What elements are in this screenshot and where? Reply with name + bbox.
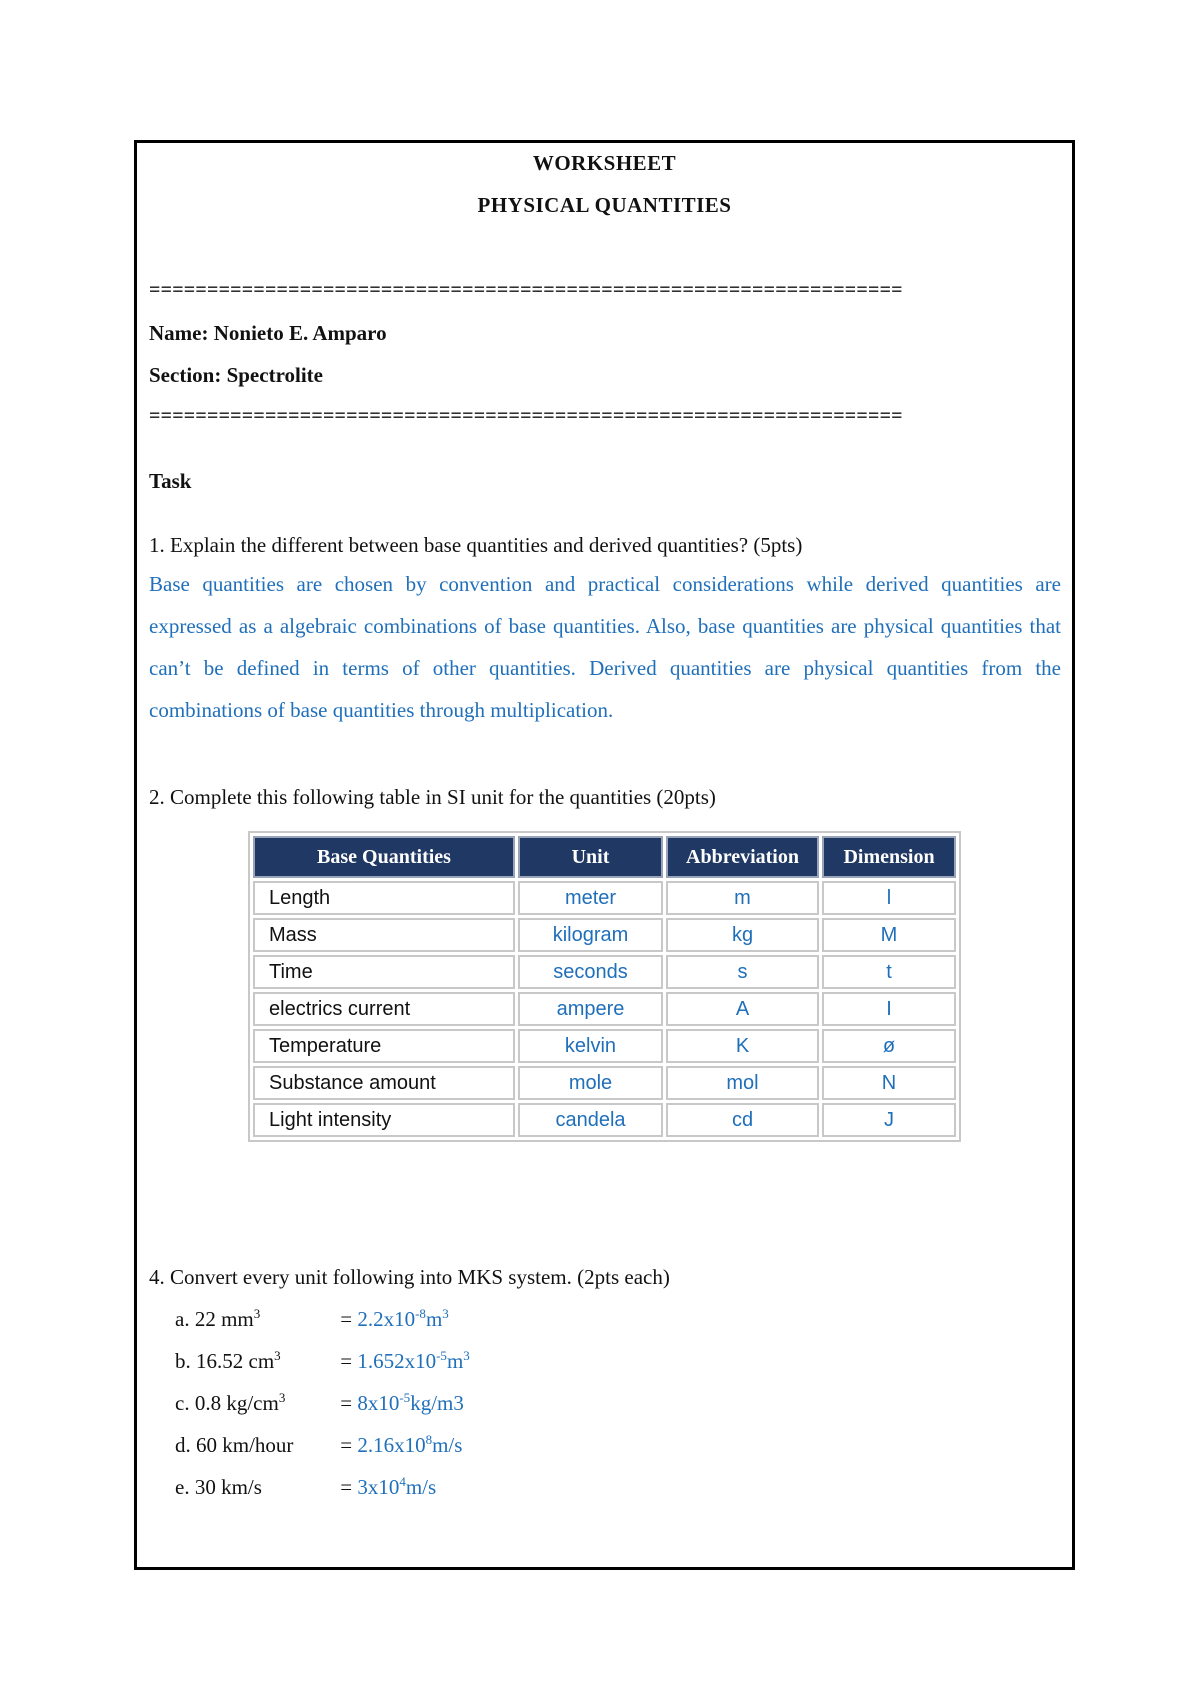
si-units-table xyxy=(248,831,961,1142)
conversion-item-e xyxy=(175,1475,436,1500)
worksheet-subtitle: PHYSICAL QUANTITIES xyxy=(477,193,732,217)
table-header-cell: Base Quantities xyxy=(253,836,515,878)
table-cell: l xyxy=(822,881,956,915)
table-cell: kelvin xyxy=(518,1029,663,1063)
answer-unit-exponent: 3 xyxy=(463,1348,470,1363)
table-row xyxy=(253,955,956,989)
conversion-question: d. 60 km/hour xyxy=(175,1433,294,1457)
task-heading: Task xyxy=(149,469,192,493)
conversion-answer xyxy=(357,1391,464,1415)
answer-mantissa: 8x10 xyxy=(357,1391,400,1415)
table-cell: mole xyxy=(518,1066,663,1100)
table-header-cell: Dimension xyxy=(822,836,956,878)
table-cell: meter xyxy=(518,881,663,915)
table-cell: candela xyxy=(518,1103,663,1137)
answer-unit: m/s xyxy=(432,1433,463,1457)
conversion-question: e. 30 km/s xyxy=(175,1475,262,1499)
table-row xyxy=(253,1103,956,1137)
conversion-item-b xyxy=(175,1349,470,1374)
student-name xyxy=(149,321,387,346)
table-cell: seconds xyxy=(518,955,663,989)
table-cell: M xyxy=(822,918,956,952)
table-header-row xyxy=(253,836,956,878)
answer-mantissa: 2.2x10 xyxy=(357,1307,416,1331)
answer-unit-exponent: 3 xyxy=(442,1306,449,1321)
conversion-question-exponent: 3 xyxy=(278,1390,286,1405)
table-row xyxy=(253,992,956,1026)
answer-mantissa: 2.16x10 xyxy=(357,1433,426,1457)
answer-exponent: -8 xyxy=(415,1306,426,1321)
table-cell: t xyxy=(822,955,956,989)
table-row xyxy=(253,881,956,915)
separator-bottom: ================================================================= xyxy=(149,405,903,427)
worksheet-frame xyxy=(134,140,1075,1570)
answer-exponent: -5 xyxy=(399,1390,411,1405)
table-cell: Length xyxy=(253,881,515,915)
table-header-cell: Abbreviation xyxy=(666,836,819,878)
answer-exponent: -5 xyxy=(436,1348,447,1363)
table-cell: s xyxy=(666,955,819,989)
question-1: 1. Explain the different between base quantities and derived quantities? (5pts) xyxy=(149,533,803,557)
equals-sign: = xyxy=(340,1433,353,1457)
answer-exponent: 8 xyxy=(425,1432,433,1447)
answer-unit: m/s xyxy=(405,1475,437,1499)
table-cell: ø xyxy=(822,1029,956,1063)
name-value: Nonieto E. Amparo xyxy=(213,321,387,345)
table-cell: I xyxy=(822,992,956,1026)
conversion-answer xyxy=(357,1349,469,1373)
table-cell: N xyxy=(822,1066,956,1100)
section-value: Spectrolite xyxy=(226,363,323,387)
conversion-item-c xyxy=(175,1391,464,1416)
conversion-item-a xyxy=(175,1307,449,1332)
table-cell: kg xyxy=(666,918,819,952)
table-cell: Substance amount xyxy=(253,1066,515,1100)
answer-1: Base quantities are chosen by convention and practical considerations while derived quantities are expressed as a algebraic combinations of base quantities. Also, base quantities are physical quantities that can’t be defined in terms of other quantities. Derived quantities are physical quantities from the combinations of base quantities through multiplication. xyxy=(149,572,1061,722)
answer-mantissa: 3x10 xyxy=(357,1475,400,1499)
equals-sign: = xyxy=(340,1475,353,1499)
table-header-cell: Unit xyxy=(518,836,663,878)
question-4: 4. Convert every unit following into MKS system. (2pts each) xyxy=(149,1265,670,1289)
conversion-question-exponent: 3 xyxy=(274,1348,281,1363)
table-cell: kilogram xyxy=(518,918,663,952)
equals-sign: = xyxy=(340,1391,353,1415)
table-cell: K xyxy=(666,1029,819,1063)
conversion-answer xyxy=(357,1475,436,1499)
table-row xyxy=(253,1066,956,1100)
table-cell: electrics current xyxy=(253,992,515,1026)
table-cell: m xyxy=(666,881,819,915)
table-cell: J xyxy=(822,1103,956,1137)
conversion-question: b. 16.52 cm xyxy=(175,1349,275,1373)
name-label: Name: xyxy=(149,321,209,345)
worksheet-title: WORKSHEET xyxy=(532,151,677,175)
table-cell: ampere xyxy=(518,992,663,1026)
conversion-answer xyxy=(357,1307,448,1331)
equals-sign: = xyxy=(340,1349,353,1373)
answer-mantissa: 1.652x10 xyxy=(357,1349,437,1373)
table-cell: cd xyxy=(666,1103,819,1137)
table-cell: A xyxy=(666,992,819,1026)
student-section xyxy=(149,363,323,388)
conversion-question: c. 0.8 kg/cm xyxy=(175,1391,279,1415)
table-cell: Temperature xyxy=(253,1029,515,1063)
table-row xyxy=(253,918,956,952)
conversion-answer xyxy=(357,1433,462,1457)
separator-top: ================================================================= xyxy=(149,279,903,301)
answer-unit: kg/m3 xyxy=(410,1391,464,1415)
table-cell: Light intensity xyxy=(253,1103,515,1137)
answer-unit: m xyxy=(425,1307,443,1331)
section-label: Section: xyxy=(149,363,222,387)
answer-exponent: 4 xyxy=(399,1474,406,1489)
conversion-item-d xyxy=(175,1433,462,1458)
table-cell: mol xyxy=(666,1066,819,1100)
equals-sign: = xyxy=(340,1307,353,1331)
answer-unit: m xyxy=(446,1349,464,1373)
question-2: 2. Complete this following table in SI unit for the quantities (20pts) xyxy=(149,785,716,809)
conversion-question-exponent: 3 xyxy=(253,1306,261,1321)
table-cell: Time xyxy=(253,955,515,989)
table-cell: Mass xyxy=(253,918,515,952)
conversion-question: a. 22 mm xyxy=(175,1307,254,1331)
table-row xyxy=(253,1029,956,1063)
